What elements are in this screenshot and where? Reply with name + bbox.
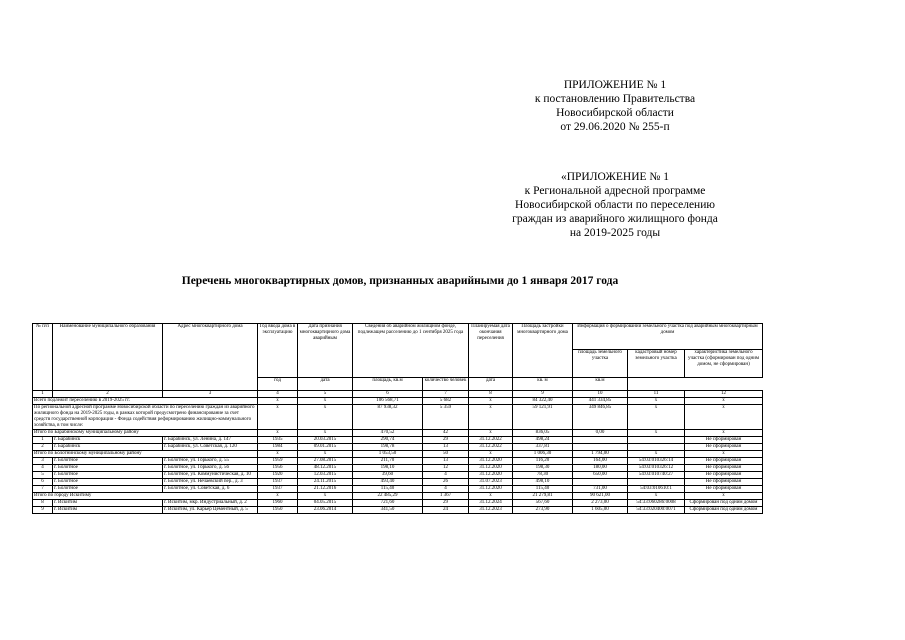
column-number-cell: 9 bbox=[513, 391, 573, 398]
building-area-cell: 498,10 bbox=[513, 479, 573, 486]
emergency-area-cell: 39,60 bbox=[353, 472, 423, 479]
header-num: № п/п bbox=[33, 324, 53, 391]
residents-count-cell: 12 bbox=[423, 465, 469, 472]
header-building-area: Площадь застройки многоквартирного дома bbox=[513, 324, 573, 378]
header-land-area: площадь земельного участка bbox=[573, 350, 628, 378]
land-area-cell: 1 605,00 bbox=[573, 507, 628, 514]
header-line: к Региональной адресной программе bbox=[524, 185, 706, 197]
header-line: Новосибирской области bbox=[556, 107, 674, 119]
row-number: 1 bbox=[33, 437, 53, 444]
header-land-character: характеристика земельного участка (сформирован под одним домом, не сформирован) bbox=[685, 350, 763, 378]
house-row bbox=[33, 486, 763, 493]
house-row bbox=[33, 500, 763, 507]
cadastral-number-cell bbox=[628, 444, 685, 451]
recognition-date-cell: 20.03.2015 bbox=[298, 437, 353, 444]
group-total-value: х bbox=[258, 430, 298, 437]
recognition-date-cell: 23.06.2014 bbox=[298, 507, 353, 514]
summary-value: х bbox=[258, 405, 298, 430]
building-area-cell: 115,40 bbox=[513, 486, 573, 493]
land-character-cell: Сформирован под одним домом bbox=[685, 500, 763, 507]
header-emergency-info: Сведения об аварийном жилищном фонде, подлежащем расселению до 1 сентября 2025 года bbox=[353, 324, 469, 378]
summary-value: х bbox=[628, 405, 685, 430]
group-total-row bbox=[33, 493, 763, 500]
land-character-cell: Не сформирован bbox=[685, 472, 763, 479]
residents-count-cell: 13 bbox=[423, 444, 469, 451]
column-number-cell: 8 bbox=[469, 391, 513, 398]
planned-date-cell: 31.12.2020 bbox=[469, 458, 513, 465]
summary-value: 5 359 bbox=[423, 405, 469, 430]
row-number: 2 bbox=[33, 444, 53, 451]
land-area-cell bbox=[573, 444, 628, 451]
group-total-value: 1 794,00 bbox=[573, 451, 628, 458]
land-character-cell: Не сформирован bbox=[685, 444, 763, 451]
unit-cell: кв. м bbox=[513, 378, 573, 391]
summary-value: х bbox=[628, 398, 685, 405]
group-total-value: х bbox=[628, 493, 685, 500]
group-total-value: х bbox=[685, 451, 763, 458]
column-number-cell: 10 bbox=[573, 391, 628, 398]
planned-date-cell: 31.12.2024 bbox=[469, 500, 513, 507]
group-total-row bbox=[33, 430, 763, 437]
residents-count-cell: 29 bbox=[423, 437, 469, 444]
land-area-cell: 2 273,00 bbox=[573, 500, 628, 507]
header-line: ПРИЛОЖЕНИЕ № 1 bbox=[563, 79, 667, 91]
header-address: Адрес многоквартирного дома bbox=[163, 324, 258, 391]
group-total-value: х bbox=[469, 493, 513, 500]
building-area-cell: 337,81 bbox=[513, 444, 573, 451]
municipality-cell: г. Искитим bbox=[53, 500, 163, 507]
year-built-cell: 1960 bbox=[258, 500, 298, 507]
appendix-header-program bbox=[470, 170, 760, 240]
column-number-cell: 11 bbox=[628, 391, 685, 398]
summary-value: 349 846,85 bbox=[573, 405, 628, 430]
year-built-cell: 1937 bbox=[258, 486, 298, 493]
column-number-cell: 1 bbox=[33, 391, 53, 398]
municipality-cell: г. Искитим bbox=[53, 507, 163, 514]
emergency-area-cell: 721,60 bbox=[353, 500, 423, 507]
emergency-area-cell: 198,78 bbox=[353, 444, 423, 451]
land-character-cell: Не сформирован bbox=[685, 437, 763, 444]
house-row bbox=[33, 458, 763, 465]
row-number: 9 bbox=[33, 507, 53, 514]
year-built-cell: 1950 bbox=[258, 507, 298, 514]
summary-value: х bbox=[469, 405, 513, 430]
address-cell: г. Искитим, ул. Карьер Цементный, д. 5 bbox=[163, 507, 258, 514]
column-number-cell: 4 bbox=[258, 391, 298, 398]
unit-cell: количество человек bbox=[423, 378, 469, 391]
year-built-cell: 1937 bbox=[258, 479, 298, 486]
recognition-date-cell: 24.11.2015 bbox=[298, 479, 353, 486]
land-area-cell: 650,00 bbox=[573, 472, 628, 479]
recognition-date-cell: 09.01.2015 bbox=[298, 444, 353, 451]
unit-cell: площадь, кв.м bbox=[353, 378, 423, 391]
summary-value: х bbox=[298, 405, 353, 430]
group-label: Итого по городу Искитиму bbox=[33, 493, 258, 500]
row-number: 4 bbox=[33, 465, 53, 472]
residents-count-cell: 4 bbox=[423, 486, 469, 493]
group-total-value: х bbox=[258, 451, 298, 458]
emergency-area-cell: 115,40 bbox=[353, 486, 423, 493]
land-character-cell: Не сформирован bbox=[685, 465, 763, 472]
planned-date-cell: 31.12.2020 bbox=[469, 486, 513, 493]
cadastral-number-cell: 54:03:010740:27 bbox=[628, 472, 685, 479]
land-area-cell: 180,00 bbox=[573, 465, 628, 472]
document-title: Перечень многоквартирных домов, признанных аварийными до 1 января 2017 года bbox=[181, 275, 619, 287]
address-cell: г. Барабинск, ул. Советская, д. 120 bbox=[163, 444, 258, 451]
house-row bbox=[33, 444, 763, 451]
group-total-value: 21 279,81 bbox=[513, 493, 573, 500]
land-area-cell bbox=[573, 479, 628, 486]
address-cell: г. Болотное, ул. Горького, д. 56 bbox=[163, 465, 258, 472]
land-character-cell: Не сформирован bbox=[685, 479, 763, 486]
row-number: 3 bbox=[33, 458, 53, 465]
summary-value: х bbox=[685, 405, 763, 430]
summary-value: х bbox=[685, 398, 763, 405]
header-line: граждан из аварийного жилищного фонда bbox=[512, 213, 718, 225]
planned-date-cell: 31.07.2023 bbox=[469, 479, 513, 486]
land-character-cell: Не сформирован bbox=[685, 458, 763, 465]
house-row bbox=[33, 507, 763, 514]
address-cell: г. Болотное, ул. Горького, д. 55 bbox=[163, 458, 258, 465]
group-total-value: х bbox=[469, 430, 513, 437]
group-total-value: х bbox=[685, 430, 763, 437]
group-total-value: 42 bbox=[423, 430, 469, 437]
column-number-cell: 3 bbox=[163, 391, 258, 398]
header-land-info: Информация о формировании земельного участка под аварийным многоквартирным домом bbox=[573, 324, 763, 350]
land-area-cell: 164,00 bbox=[573, 458, 628, 465]
municipality-cell: г. Болотное bbox=[53, 479, 163, 486]
municipality-cell: г. Барабинск bbox=[53, 437, 163, 444]
emergency-area-cell: 211,70 bbox=[353, 458, 423, 465]
cadastral-number-cell: 54:03:010610:1 bbox=[628, 486, 685, 493]
group-total-value: 50 bbox=[423, 451, 469, 458]
summary-value: 106 568,71 bbox=[353, 398, 423, 405]
cadastral-number-cell: 54:03:010326:14 bbox=[628, 458, 685, 465]
land-area-cell bbox=[573, 437, 628, 444]
planned-date-cell: 31.12.2020 bbox=[469, 472, 513, 479]
unit-cell: дата bbox=[469, 378, 513, 391]
planned-date-cell: 31.12.2022 bbox=[469, 437, 513, 444]
column-number-cell: 6 bbox=[353, 391, 423, 398]
land-character-cell: Сформирован под одним домом bbox=[685, 507, 763, 514]
group-total-value: х bbox=[258, 493, 298, 500]
group-total-value: 0,00 bbox=[573, 430, 628, 437]
houses-register-table bbox=[32, 323, 763, 514]
header-line: на 2019-2025 годы bbox=[569, 227, 661, 239]
unit-cell: дата bbox=[298, 378, 353, 391]
year-built-cell: 1984 bbox=[258, 444, 298, 451]
row-number: 6 bbox=[33, 479, 53, 486]
municipality-cell: г. Барабинск bbox=[53, 444, 163, 451]
header-line: «ПРИЛОЖЕНИЕ № 1 bbox=[560, 171, 669, 183]
cadastral-number-cell: 54:33:060286:0008 bbox=[628, 500, 685, 507]
group-total-value: х bbox=[298, 451, 353, 458]
residents-count-cell: 24 bbox=[423, 507, 469, 514]
cadastral-number-cell bbox=[628, 479, 685, 486]
header-municipality: Наименование муниципального образования bbox=[53, 324, 163, 391]
municipality-cell: г. Болотное bbox=[53, 486, 163, 493]
year-built-cell: 1959 bbox=[258, 458, 298, 465]
emergency-area-cell: 341,50 bbox=[353, 507, 423, 514]
address-cell: г. Барабинск, ул. Ленина, д. 147 bbox=[163, 437, 258, 444]
residents-count-cell: 26 bbox=[423, 479, 469, 486]
building-area-cell: 273,90 bbox=[513, 507, 573, 514]
group-total-value: 1 006,30 bbox=[513, 451, 573, 458]
residents-count-cell: 13 bbox=[423, 458, 469, 465]
address-cell: г. Болотное, ул. Коммунистическая, д. 10 bbox=[163, 472, 258, 479]
year-built-cell: 1935 bbox=[258, 437, 298, 444]
group-total-value: х bbox=[685, 493, 763, 500]
summary-value: 84 322,40 bbox=[513, 398, 573, 405]
address-cell: г. Болотное, ул. Советская, д. 6 bbox=[163, 486, 258, 493]
column-number-cell: 2 bbox=[53, 391, 163, 398]
address-cell: г. Искитим, мкр. Индустриальный, д. 2 bbox=[163, 500, 258, 507]
land-area-cell: 731,00 bbox=[573, 486, 628, 493]
group-total-value: 836,05 bbox=[513, 430, 573, 437]
summary-label: Всего подлежит переселению в 2019-2025 гг. bbox=[33, 398, 258, 405]
group-total-value: х bbox=[469, 451, 513, 458]
group-total-value: х bbox=[298, 430, 353, 437]
building-area-cell: 78,30 bbox=[513, 472, 573, 479]
header-line: от 29.06.2020 № 255-п bbox=[560, 121, 670, 133]
emergency-area-cell: 198,10 bbox=[353, 465, 423, 472]
cadastral-number-cell: 54:33:020400:0071 bbox=[628, 507, 685, 514]
column-number-cell: 7 bbox=[423, 391, 469, 398]
header-planned-date: Планируемая дата окончания переселения bbox=[469, 324, 513, 378]
building-area-cell: 116,20 bbox=[513, 458, 573, 465]
summary-value: х bbox=[469, 398, 513, 405]
recognition-date-cell: 04.05.2015 bbox=[298, 500, 353, 507]
group-total-row bbox=[33, 451, 763, 458]
header-line: Новосибирской области по переселению bbox=[515, 199, 715, 211]
summary-value: 87 938,32 bbox=[353, 405, 423, 430]
header-year-built: Год ввода дома в эксплуатацию bbox=[258, 324, 298, 378]
planned-date-cell: 31.12.2022 bbox=[469, 444, 513, 451]
building-area-cell: 198,30 bbox=[513, 465, 573, 472]
appendix-header-resolution bbox=[470, 78, 760, 134]
cadastral-number-cell bbox=[628, 437, 685, 444]
summary-value: 59 121,91 bbox=[513, 405, 573, 430]
land-character-cell: Не сформирован bbox=[685, 486, 763, 493]
column-number-cell: 5 bbox=[298, 391, 353, 398]
residents-count-cell: 4 bbox=[423, 472, 469, 479]
recognition-date-cell: 27.08.2015 bbox=[298, 458, 353, 465]
summary-row bbox=[33, 405, 763, 430]
group-total-value: 1 053,50 bbox=[353, 451, 423, 458]
emergency-area-cell: 290,74 bbox=[353, 437, 423, 444]
group-label: Итого по Барабинскому муниципальному району bbox=[33, 430, 258, 437]
summary-row bbox=[33, 398, 763, 405]
cadastral-number-cell: 54:03:010326:12 bbox=[628, 465, 685, 472]
header-line: к постановлению Правительства bbox=[534, 93, 696, 105]
recognition-date-cell: 21.12.2016 bbox=[298, 486, 353, 493]
municipality-cell: г. Болотное bbox=[53, 458, 163, 465]
summary-value: 5 682 bbox=[423, 398, 469, 405]
municipality-cell: г. Болотное bbox=[53, 472, 163, 479]
house-row bbox=[33, 437, 763, 444]
emergency-area-cell: 493,40 bbox=[353, 479, 423, 486]
column-number-cell: 12 bbox=[685, 391, 763, 398]
group-total-value: 22 485,29 bbox=[353, 493, 423, 500]
unit-cell: кв.м bbox=[573, 378, 628, 391]
house-row bbox=[33, 465, 763, 472]
row-number: 7 bbox=[33, 486, 53, 493]
house-row bbox=[33, 472, 763, 479]
row-number: 5 bbox=[33, 472, 53, 479]
municipality-cell: г. Болотное bbox=[53, 465, 163, 472]
group-total-value: х bbox=[298, 493, 353, 500]
group-total-value: 470,52 bbox=[353, 430, 423, 437]
group-total-value: х bbox=[628, 430, 685, 437]
header-cadastral: кадастровый номер земельного участка bbox=[628, 350, 685, 378]
summary-value: х bbox=[258, 398, 298, 405]
group-label: Итого по Болотнинскому муниципальному району bbox=[33, 451, 258, 458]
planned-date-cell: 31.12.2023 bbox=[469, 507, 513, 514]
year-built-cell: 1956 bbox=[258, 465, 298, 472]
building-area-cell: 567,60 bbox=[513, 500, 573, 507]
house-row bbox=[33, 479, 763, 486]
summary-value: х bbox=[298, 398, 353, 405]
recognition-date-cell: 48.12.2015 bbox=[298, 465, 353, 472]
group-total-value: 1 367 bbox=[423, 493, 469, 500]
year-built-cell: 1920 bbox=[258, 472, 298, 479]
residents-count-cell: 29 bbox=[423, 500, 469, 507]
planned-date-cell: 31.12.2020 bbox=[469, 465, 513, 472]
summary-label: По региональной адресной программе Новосибирской области по переселению граждан из аварийного жилищного фонда на 2019-2025 годы, в рамках которой предусмотрено финансирование за счет средств государственной корпорации - Фонда содействия реформированию жилищно-коммунального хозяйства, в том числе: bbox=[33, 405, 258, 430]
group-total-value: х bbox=[628, 451, 685, 458]
group-total-value: 90 621,00 bbox=[573, 493, 628, 500]
recognition-date-cell: 12.03.2015 bbox=[298, 472, 353, 479]
row-number: 8 bbox=[33, 500, 53, 507]
address-cell: г. Болотное, ул. Нечаевский пер., д. 3 bbox=[163, 479, 258, 486]
unit-cell: год bbox=[258, 378, 298, 391]
summary-value: 441 334,85 bbox=[573, 398, 628, 405]
building-area-cell: 498,24 bbox=[513, 437, 573, 444]
header-recognition-date: Дата признания многоквартирного дома аварийным bbox=[298, 324, 353, 378]
